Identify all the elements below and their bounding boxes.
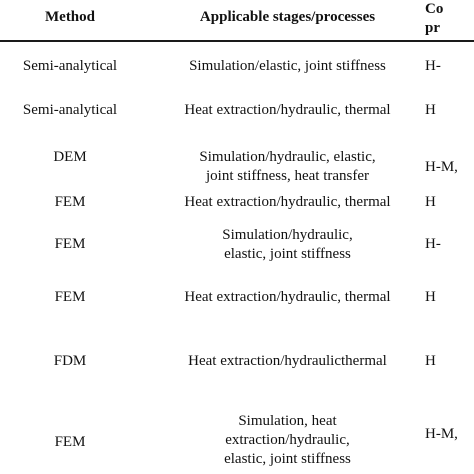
row-4-method: FEM: [54, 194, 86, 210]
row-8-stages-line-1: Simulation, heat: [238, 413, 337, 429]
row-5-third: H-: [425, 236, 441, 252]
header-rule: [0, 40, 474, 42]
header-third-line-1: Co: [425, 1, 444, 17]
row-8-stages: [150, 412, 425, 469]
row-8-stages-line-2: extraction/hydraulic,: [225, 432, 350, 448]
row-6-method: FEM: [54, 289, 86, 305]
row-7-method: FDM: [53, 353, 87, 369]
row-6-stages-line-1: Heat extraction/hydraulic, thermal: [184, 289, 391, 305]
header-third-column: [425, 0, 474, 38]
row-1-stages-line-1: Simulation/elastic, joint stiffness: [189, 58, 386, 74]
row-1-method: Semi-analytical: [22, 58, 118, 74]
row-2-method: Semi-analytical: [22, 102, 118, 118]
row-3-stages: [150, 148, 425, 186]
row-7-stages-line-1: Heat extraction/hydraulicthermal: [188, 353, 387, 369]
row-3-method: DEM: [53, 149, 87, 165]
row-3-third: H-M,: [425, 159, 458, 175]
row-2-stages-line-1: Heat extraction/hydraulic, thermal: [184, 102, 391, 118]
row-7-third: H: [425, 353, 436, 369]
row-3-stages-line-2: joint stiffness, heat transfer: [205, 168, 369, 184]
row-8-stages-line-3: elastic, joint stiffness: [224, 451, 351, 467]
row-5-stages: [150, 226, 425, 264]
row-4-stages-line-1: Heat extraction/hydraulic, thermal: [184, 194, 391, 210]
row-6-third: H: [425, 289, 436, 305]
row-2-third: H: [425, 102, 436, 118]
row-3-stages-line-1: Simulation/hydraulic, elastic,: [199, 149, 376, 165]
row-1-stages: [150, 57, 425, 76]
header-applicable-stages: Applicable stages/processes: [199, 9, 376, 25]
row-8-third: H-M,: [425, 426, 458, 442]
row-7-stages: [150, 352, 425, 371]
row-5-method: FEM: [54, 236, 86, 252]
row-4-third: H: [425, 194, 436, 210]
header-method: Method: [45, 9, 95, 25]
row-2-stages: [150, 101, 425, 120]
header-third-line-2: pr: [425, 20, 440, 36]
row-5-stages-line-2: elastic, joint stiffness: [224, 246, 351, 262]
row-5-stages-line-1: Simulation/hydraulic,: [222, 227, 353, 243]
row-8-method: FEM: [54, 434, 86, 450]
row-4-stages: [150, 193, 425, 212]
row-6-stages: [150, 288, 425, 307]
row-1-third: H-: [425, 58, 441, 74]
